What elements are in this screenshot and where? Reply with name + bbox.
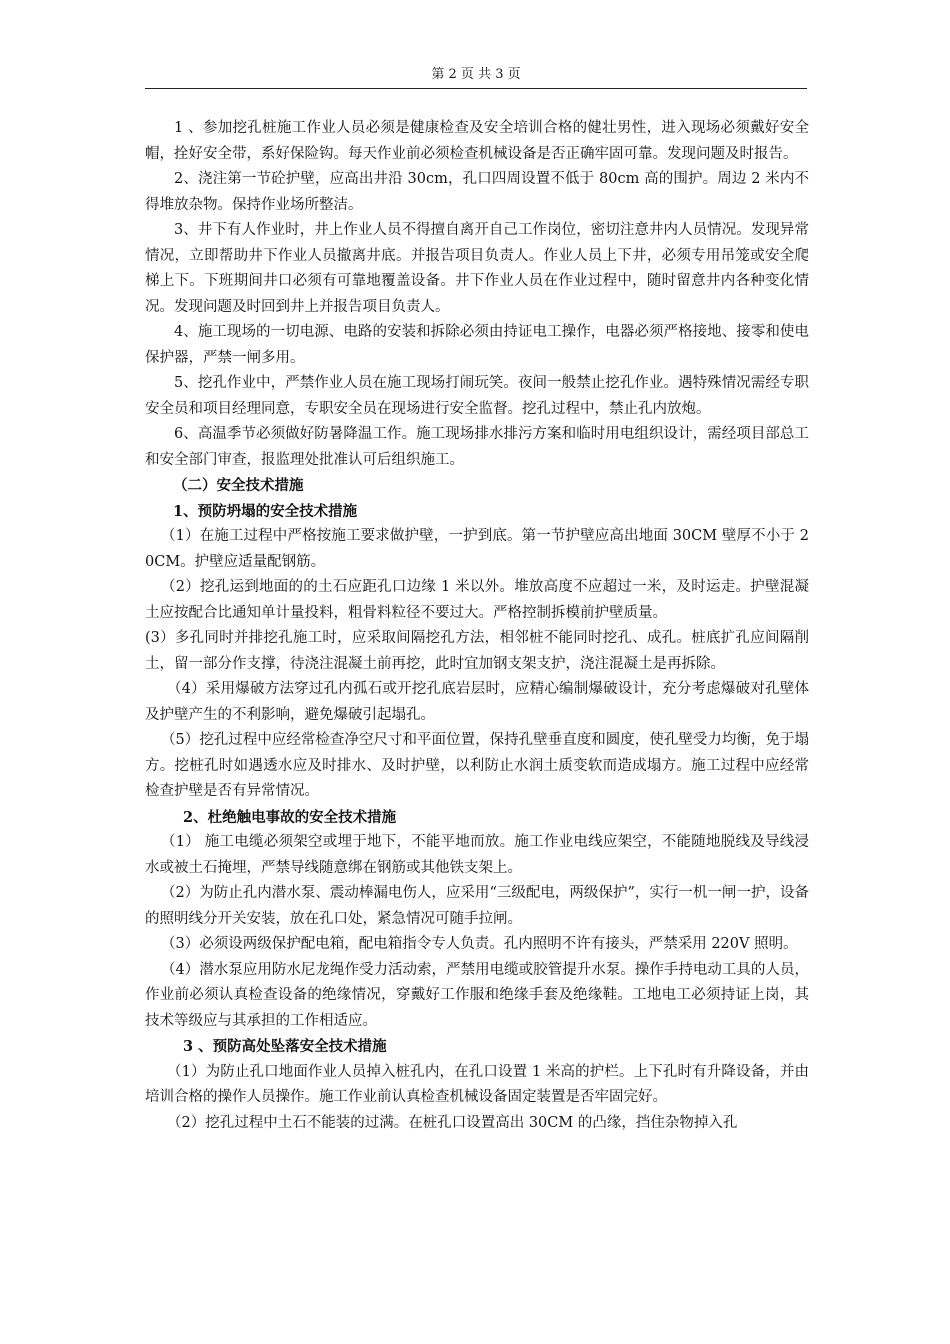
paragraph-3: 3、井下有人作业时，井上作业人员不得擅自离开自己工作岗位，密切注意井内人员情况。发现异常情况，立即帮助井下作业人员撤离井底。并报告项目负责人。作业人员上下井，必须专用吊笼或安全爬梯上下。下班期间井口必须有可靠地覆盖设备。井下作业人员在作业过程中，随时留意井内各种变化情况。发现问题及时回到井上并报告项目负责人。 [145, 222, 809, 315]
page-header: 第 2 页 共 3 页 [431, 67, 521, 82]
electric-item-4: （4）潜水泵应用防水尼龙绳作受力活动索，严禁用电缆或胶管提升水泵。操作手持电动工具的人员，作业前必须认真检查设备的绝缘情况，穿戴好工作服和绝缘手套及绝缘鞋。工地电工必须持证上岗，其技术等级应与其承担的工作相适应。 [145, 961, 809, 1029]
section-title-safety-measures: （二）安全技术措施 [173, 477, 304, 494]
collapse-item-4: （4）采用爆破方法穿过孔内孤石或开挖孔底岩层时，应精心编制爆破设计，充分考虑爆破对孔壁体及护壁产生的不利影响，避免爆破引起塌孔。 [145, 681, 809, 723]
paragraph-2: 2、浇注第一节砼护壁，应高出井沿 30cm，孔口四周设置不低于 80cm 高的围护。周边 2 米内不得堆放杂物。保持作业场所整洁。 [145, 171, 809, 213]
electric-item-2: （2）为防止孔内潜水泵、震动棒漏电伤人，应采用“三级配电，两级保护”，实行一机一闸一护，设备的照明线分开关安装，放在孔口处，紧急情况可随手拉闸。 [145, 885, 809, 927]
fall-item-2: （2）挖孔过程中土石不能装的过满。在桩孔口设置高出 30CM 的凸缘，挡住杂物掉入孔 [167, 1114, 738, 1131]
collapse-item-2: （2）挖孔运到地面的的土石应距孔口边缘 1 米以外。堆放高度不应超过一米，及时运走。护壁混凝土应按配合比通知单计量投料，粗骨料粒径不要过大。严格控制拆模前护壁质量。 [145, 579, 809, 621]
subsection-title-collapse: 1、预防坍塌的安全技术措施 [173, 502, 358, 520]
collapse-item-5: （5）挖孔过程中应经常检查净空尺寸和平面位置，保持孔壁垂直度和圆度，使孔壁受力均衡，免于塌方。挖桩孔时如遇透水应及时排水、及时护壁，以利防止水润土质变软而造成塌方。施工过程中应经常检查护壁是否有异常情况。 [145, 732, 809, 799]
electric-item-3: （3）必须设两级保护配电箱，配电箱指令专人负责。孔内照明不许有接头，严禁采用 220V 照明。 [161, 936, 798, 952]
paragraph-5: 5、挖孔作业中，严禁作业人员在施工现场打闹玩笑。夜间一般禁止挖孔作业。遇特殊情况需经专职安全员和项目经理同意，专职安全员在现场进行安全监督。挖孔过程中，禁止孔内放炮。 [145, 375, 809, 417]
document-body [145, 116, 809, 1136]
collapse-item-1: （1）在施工过程中严格按施工要求做护壁，一护到底。第一节护壁应高出地面 30CM 壁厚不小于 20CM。护壁应适量配钢筋。 [145, 528, 809, 570]
paragraph-4: 4、施工现场的一切电源、电路的安装和拆除必须由持证电工操作，电器必须严格接地、接零和使电保护器，严禁一闸多用。 [145, 324, 809, 366]
header-divider [145, 88, 807, 89]
collapse-item-3: (3）多孔同时并排挖孔施工时，应采取间隔挖孔方法，相邻桩不能同时挖孔、成孔。桩底扩孔应间隔削土，留一部分作支撑，待浇注混凝土前再挖，此时宜加钢支架支护，浇注混凝土是再拆除。 [145, 630, 809, 672]
subsection-title-electric: 2、杜绝触电事故的安全技术措施 [183, 808, 397, 826]
paragraph-1: 1 、参加挖孔桩施工作业人员必须是健康检查及安全培训合格的健壮男性，进入现场必须戴好安全帽，拴好安全带，系好保险钩。每天作业前必须检查机械设备是否正确牢固可靠。发现问题及时报告。 [145, 120, 809, 162]
paragraph-6: 6、高温季节必须做好防暑降温工作。施工现场排水排污方案和临时用电组织设计，需经项目部总工和安全部门审查，报监理处批准认可后组织施工。 [145, 426, 809, 468]
fall-item-1: （1）为防止孔口地面作业人员掉入桩孔内，在孔口设置 1 米高的护栏。上下孔时有升降设备，并由培训合格的操作人员操作。施工作业前认真检查机械设备固定装置是否牢固完好。 [145, 1063, 809, 1105]
subsection-title-fall: 3 、预防高处坠落安全技术措施 [183, 1038, 387, 1055]
electric-item-1: （1） 施工电缆必须架空或埋于地下，不能平地而放。施工作业电线应架空，不能随地脱线及导线浸水或被土石掩埋，严禁导线随意绑在钢筋或其他铁支架上。 [145, 834, 809, 876]
